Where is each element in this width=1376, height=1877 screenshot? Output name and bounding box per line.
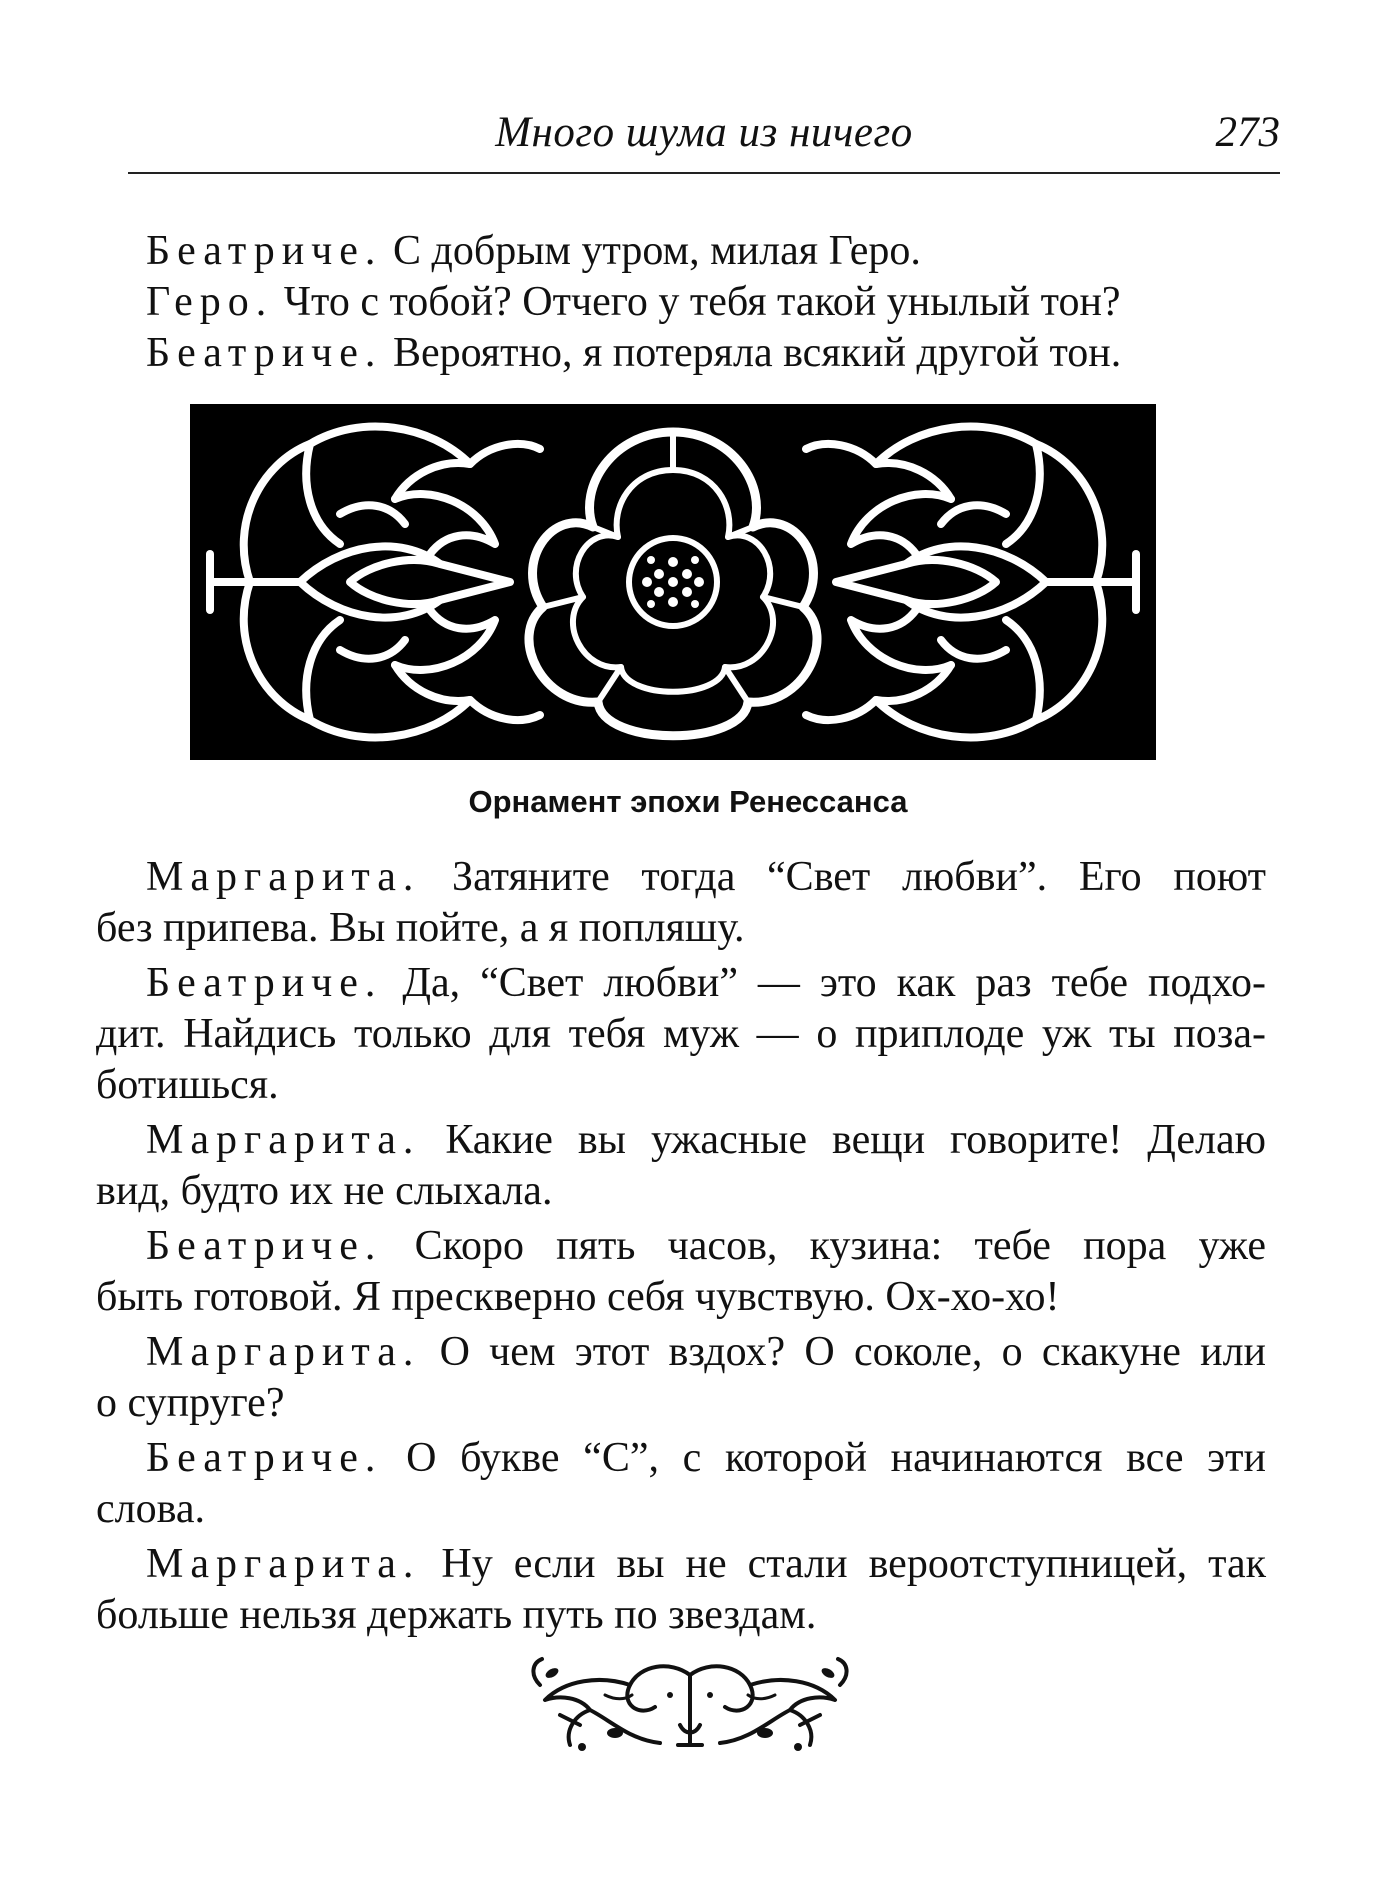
speaker-name: Геро. (146, 279, 274, 325)
dialogue-paragraph (96, 1327, 1266, 1429)
renaissance-ornament-illustration (190, 404, 1156, 760)
line-text: Что с тобой? Отчего у тебя такой унылый тон? (283, 279, 1121, 325)
dialogue-paragraph (96, 1115, 1266, 1217)
dialogue-paragraph (96, 1433, 1266, 1535)
dialogue-line (96, 1221, 1266, 1272)
dialogue-paragraph (96, 1221, 1266, 1323)
dialogue-line: быть готовой. Я прескверно себя чувствую. Ох-хо-хо! (96, 1274, 1060, 1320)
speaker-name: Беатриче. (146, 1435, 383, 1481)
dialogue-line: вид, будто их не слыхала. (96, 1168, 553, 1214)
speaker-name: Беатриче. (146, 1223, 383, 1269)
dialogue-line (96, 1433, 1266, 1484)
line-text: С добрым утром, милая Геро. (392, 228, 921, 274)
speaker-name: Беатриче. (146, 330, 383, 376)
dialogue-line (146, 328, 1266, 379)
running-head (128, 96, 1280, 174)
dialogue-line: без припева. Вы пойте, а я попляшу. (96, 905, 745, 951)
dialogue-line: слова. (96, 1486, 206, 1532)
dialogue-line (146, 226, 1266, 277)
line-text: Какие вы ужасные вещи говорите! Делаю (445, 1117, 1266, 1163)
dialogue-line (96, 1327, 1266, 1378)
speaker-name: Маргарита. (146, 1541, 421, 1587)
line-text: О чем этот вздох? О соколе, о скакуне или (439, 1329, 1266, 1375)
line-text: Затяните тогда “Свет любви”. Его поют (452, 854, 1267, 900)
speaker-name: Беатриче. (146, 228, 383, 274)
dialogue-line: дит. Найдись только для тебя муж — о приплоде уж ты поза- (96, 1011, 1266, 1057)
figure-caption: Орнамент эпохи Ренессанса (468, 784, 908, 819)
speaker-name: Маргарита. (146, 854, 421, 900)
dialogue-line (146, 277, 1266, 328)
dialogue-line (96, 1115, 1266, 1166)
dialogue-body (96, 852, 1266, 1645)
line-text: Ну если вы не стали вероотступницей, так (441, 1541, 1267, 1587)
dialogue-line: о супруге? (96, 1380, 285, 1426)
dialogue-paragraph (96, 1539, 1266, 1641)
closing-vignette-ornament (520, 1655, 860, 1761)
foliage-left (210, 427, 540, 738)
speaker-name: Беатриче. (146, 960, 383, 1006)
speaker-name: Маргарита. (146, 1117, 421, 1163)
line-text: Да, “Свет любви” — это как раз тебе подхо- (402, 960, 1266, 1006)
rose-motif (529, 432, 817, 736)
dialogue-paragraph (96, 852, 1266, 954)
opening-dialogue (146, 226, 1266, 379)
dialogue-line (96, 1539, 1266, 1590)
header-rule (128, 172, 1280, 174)
page-number: 273 (1215, 109, 1280, 156)
foliage-right (806, 427, 1136, 738)
dialogue-line: ботишься. (96, 1062, 279, 1108)
line-text: О букве “С”, с которой начинаются все эти (406, 1435, 1266, 1481)
dialogue-line (96, 958, 1266, 1009)
line-text: Скоро пять часов, кузина: тебе пора уже (414, 1223, 1267, 1269)
line-text: Вероятно, я потеряла всякий другой тон. (392, 330, 1122, 376)
dialogue-line: больше нельзя держать путь по звездам. (96, 1592, 817, 1638)
speaker-name: Маргарита. (146, 1329, 421, 1375)
dialogue-line (96, 852, 1266, 903)
running-head-title: Много шума из ничего (495, 109, 913, 156)
dialogue-paragraph (96, 958, 1266, 1111)
